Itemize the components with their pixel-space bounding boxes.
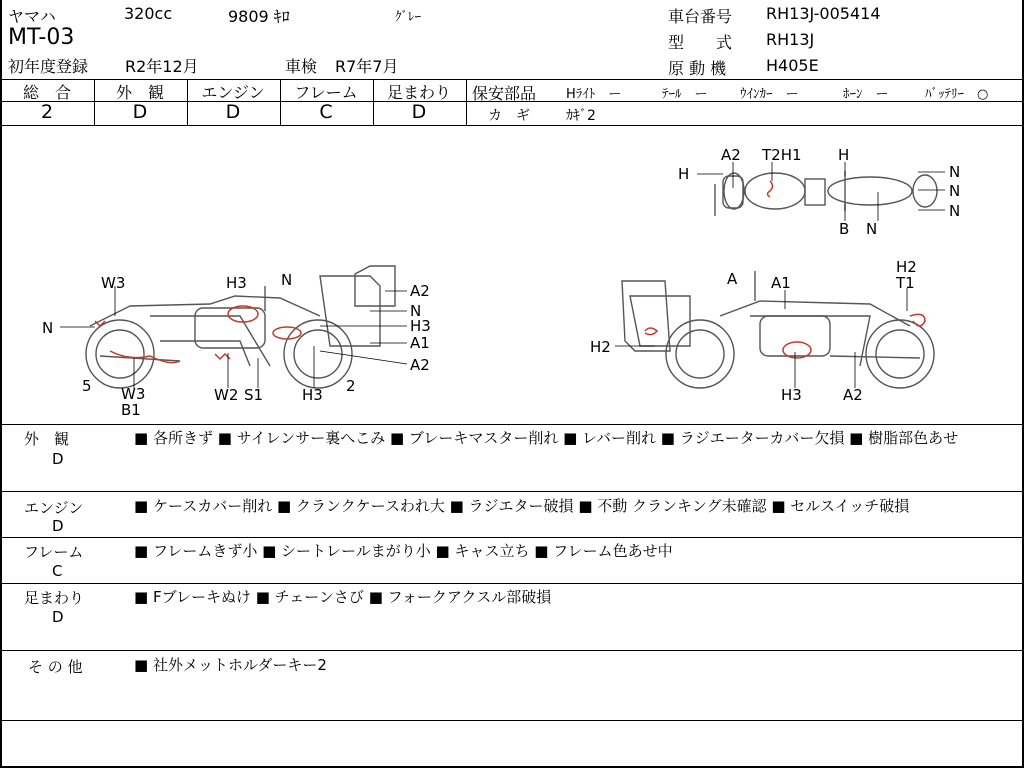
label-a1-box: A1 (410, 334, 430, 352)
label-n-box: N (410, 302, 422, 320)
first-reg-label: 初年度登録 (8, 57, 89, 76)
label-a2-box: A2 (410, 282, 430, 300)
label-n-3: N (949, 202, 961, 220)
section-engine-grade: D (52, 517, 64, 535)
label-s1: S1 (244, 386, 264, 404)
grade-chassis-label: 足まわり (386, 83, 451, 102)
grade-exterior-value: D (132, 101, 148, 123)
label-h3-top: H3 (226, 274, 247, 292)
label-a2-wheel: A2 (410, 356, 430, 374)
section-engine-title: エンジン (24, 499, 84, 517)
key-label: カ ギ (488, 108, 530, 124)
safety-winker: ｳｲﾝｶｰ ー (740, 87, 799, 102)
first-reg-value: R2年12月 (125, 57, 199, 76)
label-n-handle: N (281, 271, 293, 289)
label-h-top: H (838, 146, 850, 164)
divider (0, 491, 1024, 492)
engine-label: 原 動 機 (668, 59, 727, 78)
label-n-left: N (42, 319, 54, 337)
section-other-title: そ の 他 (28, 658, 83, 676)
section-other-text: ■ 社外メットホルダーキー2 (134, 656, 327, 674)
grade-frame-label: フレーム (294, 83, 358, 102)
top-view-motorcycle (715, 171, 937, 216)
label-h2-right: H2 (896, 258, 917, 276)
label-h3-right: H3 (781, 386, 802, 404)
label-5: 5 (82, 377, 92, 395)
divider (0, 424, 1024, 425)
label-2: 2 (346, 377, 356, 395)
grade-exterior-label: 外 観 (115, 83, 164, 102)
divider (0, 720, 1024, 721)
grade-chassis-value: D (411, 101, 427, 123)
displacement: 320cc (124, 4, 173, 23)
section-frame-text: ■ フレームきず小 ■ シートレールまがり小 ■ キャス立ち ■ フレーム色あせ中 (134, 542, 673, 560)
color: ｸﾞﾚｰ (395, 10, 421, 25)
mileage: 9809 ｷﾛ (228, 7, 290, 26)
section-chassis-text: ■ Fブレーキぬけ ■ チェーンさび ■ フォークアクスル部破損 (134, 588, 552, 606)
safety-horn: ﾎｰﾝ ー (843, 87, 889, 102)
divider (0, 650, 1024, 651)
label-a1-right: A1 (771, 274, 791, 292)
grade-engine-value: D (225, 101, 241, 123)
section-engine-text: ■ ケースカバー削れ ■ クランクケースわれ大 ■ ラジエター破損 ■ 不動 クランキング未確認 ■ セルスイッチ破損 (134, 497, 910, 515)
safety-label: 保安部品 (472, 84, 537, 103)
safety-headlight: Hﾗｲﾄ ー (566, 87, 622, 102)
section-exterior-title: 外 観 (24, 430, 70, 448)
type-label: 型 式 (668, 33, 733, 52)
divider (466, 79, 467, 125)
grade-engine-label: エンジン (201, 83, 265, 102)
inspection-label: 車検 (285, 57, 318, 76)
label-w2: W2 (214, 386, 239, 404)
label-h3-box: H3 (410, 317, 431, 335)
label-n-2: N (949, 182, 961, 200)
section-exterior-grade: D (52, 450, 64, 468)
frame-no-label: 車台番号 (668, 7, 733, 26)
label-t2h1: T2H1 (762, 146, 802, 164)
condition-diagram (0, 126, 1024, 424)
divider (0, 537, 1024, 538)
section-chassis-title: 足まわり (24, 589, 85, 607)
grade-frame-value: C (319, 101, 333, 123)
label-h-left: H (678, 165, 690, 183)
grade-overall-label: 総 合 (22, 83, 71, 102)
section-chassis-grade: D (52, 608, 64, 626)
label-t1-right: T1 (896, 274, 915, 292)
label-b-top: B (839, 220, 850, 238)
label-a2-right: A2 (843, 386, 863, 404)
section-frame-grade: C (52, 562, 63, 580)
section-exterior-text: ■ 各所きず ■ サイレンサー裏へこみ ■ ブレーキマスター削れ ■ レバー削れ ■ ラジエーターカバー欠損 ■ 樹脂部色あせ (134, 429, 959, 447)
section-frame-title: フレーム (24, 543, 84, 561)
label-w3-bottom: W3 (121, 385, 146, 403)
label-h2-left: H2 (590, 338, 611, 356)
inspection-value: R7年7月 (335, 57, 399, 76)
label-a2-top: A2 (721, 146, 741, 164)
label-a-right: A (727, 270, 738, 288)
model-name: MT-03 (8, 25, 75, 50)
label-n-1: N (949, 163, 961, 181)
label-h3-bottom: H3 (302, 386, 323, 404)
maker: ヤマハ (8, 7, 56, 26)
type-value: RH13J (766, 30, 815, 49)
label-n-bottom: N (866, 220, 878, 238)
key-value: ｶｷﾞ2 (566, 108, 596, 124)
divider (0, 583, 1024, 584)
grade-overall-value: 2 (40, 101, 54, 123)
safety-battery: ﾊﾞｯﾃﾘｰ ○ (925, 87, 989, 102)
frame-no-value: RH13J-005414 (766, 4, 881, 23)
safety-tail: ﾃｰﾙ ー (662, 87, 708, 102)
engine-value: H405E (766, 56, 819, 75)
label-b1: B1 (121, 401, 141, 419)
label-w3-top: W3 (101, 274, 126, 292)
